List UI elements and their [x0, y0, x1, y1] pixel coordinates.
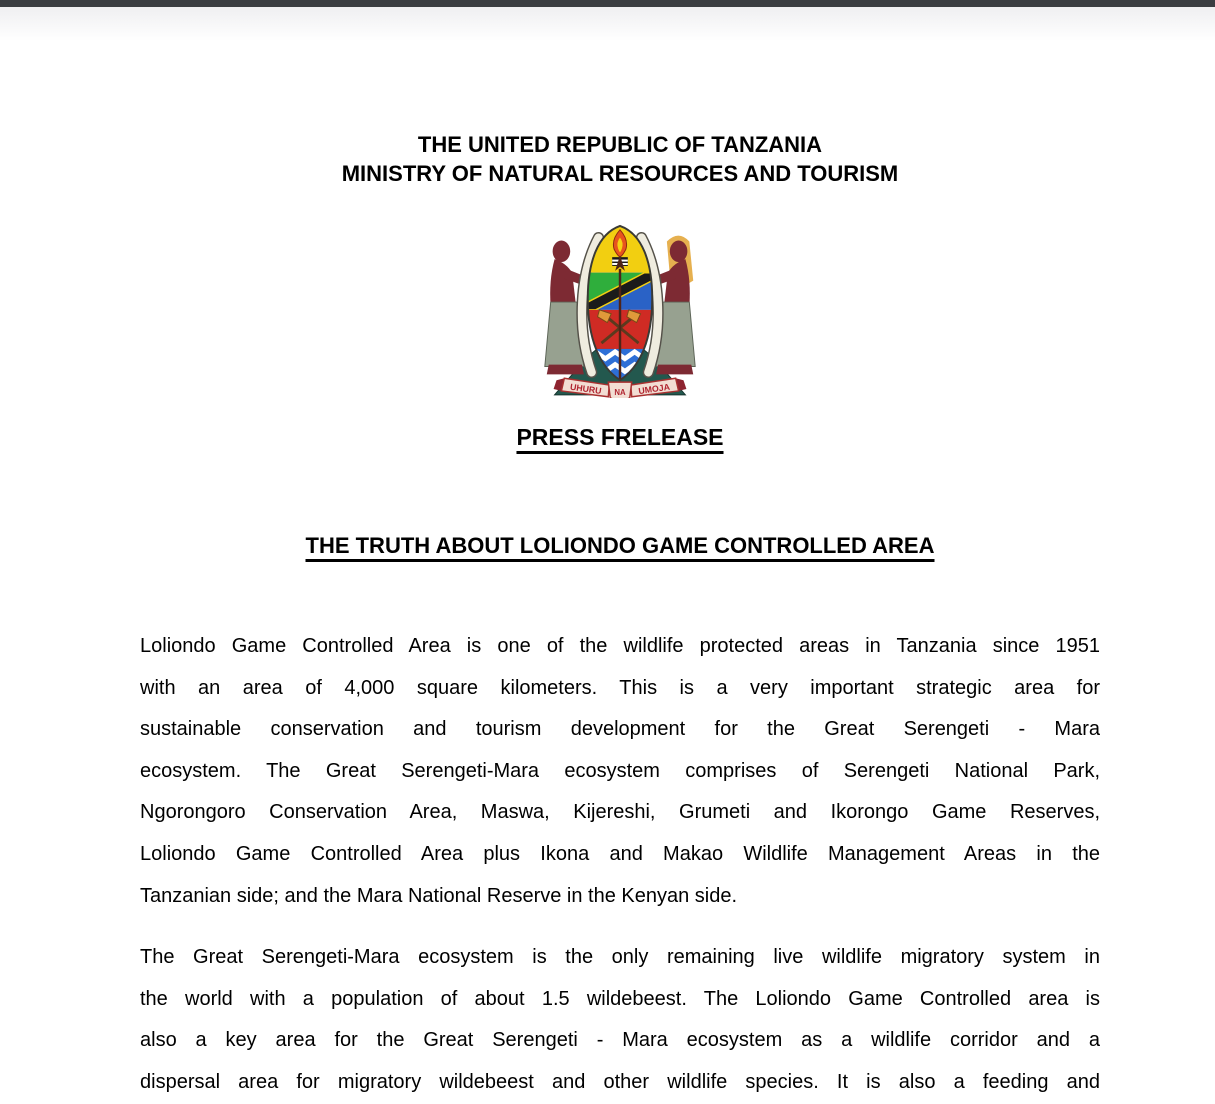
- paragraph-line: dispersal area for migratory wildebeest and other wildlife species. It is also a feeding and: [140, 1070, 1100, 1093]
- document-content: [140, 0, 1100, 1104]
- document-title: THE TRUTH ABOUT LOLIONDO GAME CONTROLLED AREA: [305, 533, 935, 558]
- motto-text-uhuru: UHURU: [569, 381, 603, 397]
- tanzania-coat-of-arms: [537, 212, 703, 398]
- paragraph-line: Loliondo Game Controlled Area is one of the wildlife protected areas in Tanzania since 1951: [140, 635, 1100, 657]
- paragraph-line: The Great Serengeti-Mara ecosystem is the only remaining live wildlife migratory system in: [140, 946, 1100, 969]
- motto-text-umoja: UMOJA: [637, 381, 671, 397]
- paragraph-line: ecosystem. The Great Serengeti-Mara ecosystem comprises of Serengeti National Park,: [140, 759, 1100, 782]
- paragraph-line: the world with a population of about 1.5 wildebeest. The Loliondo Game Controlled area is: [140, 987, 1100, 1010]
- paragraph-1: [140, 626, 1100, 917]
- header-line-2: MINISTRY OF NATURAL RESOURCES AND TOURISM: [341, 161, 899, 186]
- press-release-heading: PRESS FRELEASE: [516, 424, 724, 450]
- paragraph-line: sustainable conservation and tourism development for the Great Serengeti - Mara: [140, 718, 1100, 741]
- paragraph-2: [140, 937, 1100, 1103]
- paragraph-line: Ngorongoro Conservation Area, Maswa, Kijereshi, Grumeti and Ikorongo Game Reserves,: [140, 801, 1100, 824]
- motto-text-na: NA: [614, 387, 626, 397]
- paragraph-line: Loliondo Game Controlled Area plus Ikona and Makao Wildlife Management Areas in the: [140, 842, 1100, 865]
- document-header: [140, 130, 1100, 188]
- paragraph-line: with an area of 4,000 square kilometers. This is a very important strategic area for: [140, 676, 1100, 699]
- paragraph-line: Tanzanian side; and the Mara National Reserve in the Kenyan side.: [140, 884, 738, 907]
- paragraph-line: also a key area for the Great Serengeti - Mara ecosystem as a wildlife corridor and a: [140, 1029, 1100, 1052]
- header-line-1: THE UNITED REPUBLIC OF TANZANIA: [417, 132, 823, 157]
